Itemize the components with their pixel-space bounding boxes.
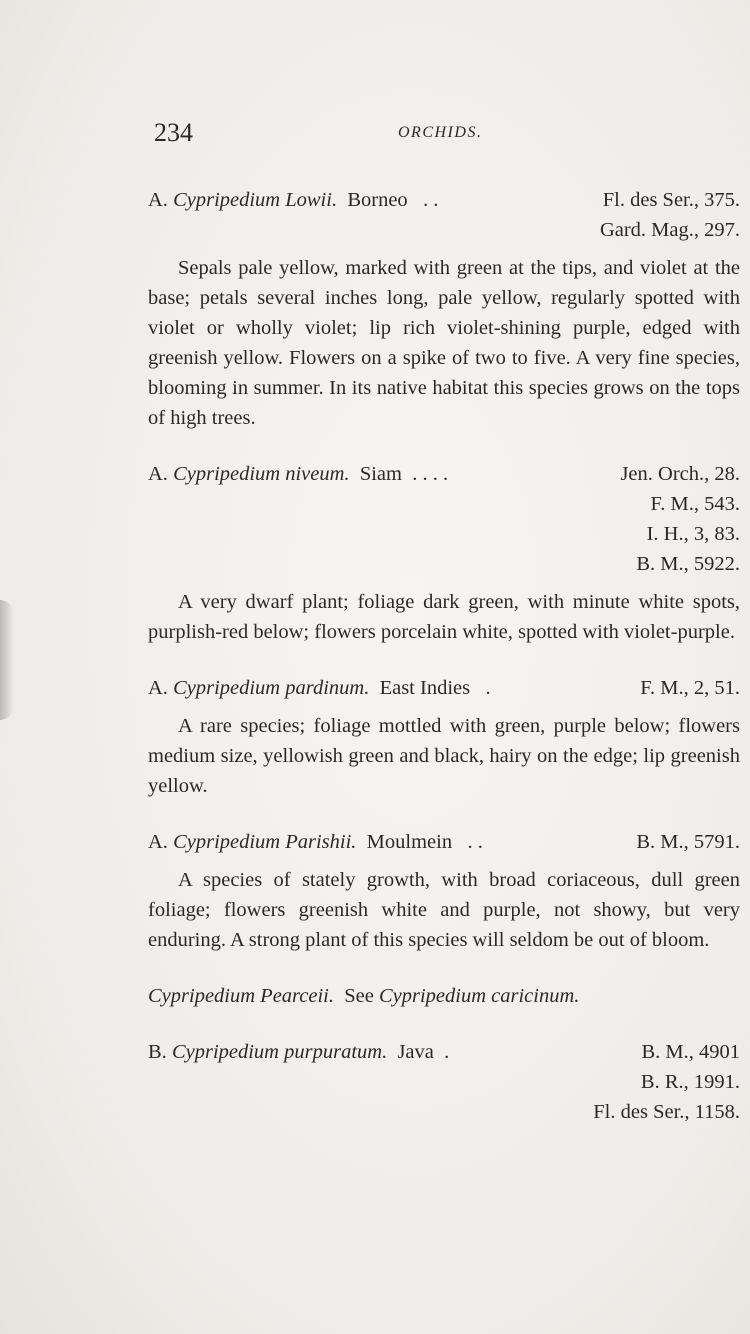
locality: Siam: [359, 463, 402, 485]
see-target: Cypripedium caricinum.: [378, 985, 580, 1007]
references-continued: [148, 1067, 740, 1127]
species-entry-pardinum: [148, 673, 740, 801]
references: [640, 673, 740, 703]
entry-name: [148, 827, 483, 857]
running-head: ORCHIDS.: [398, 124, 483, 141]
reference: B. M., 5922.: [636, 553, 740, 575]
species-entry-niveum: [148, 459, 740, 647]
entry-heading: [148, 827, 740, 857]
page-number: 234: [154, 118, 193, 147]
species-name: Cypripedium pardinum.: [173, 677, 370, 699]
locality: Moulmein: [366, 831, 453, 853]
leader-dots: .: [485, 677, 491, 699]
entry-heading: [148, 185, 740, 215]
cross-reference: [148, 981, 740, 1011]
species-description: A species of stately growth, with broad coriaceous, dull green foliage; flowers greenish white and purple, not showy, but very enduring. A strong plant of this species will seldom be out of bloom.: [148, 869, 740, 951]
grade: A.: [148, 677, 168, 699]
species-entry-purpuratum: [148, 1037, 740, 1127]
see-text: See: [344, 985, 374, 1007]
entry-name: [148, 673, 491, 703]
reference: I. H., 3, 83.: [646, 523, 740, 545]
species-name: Cypripedium purpuratum.: [171, 1041, 388, 1063]
reference: Fl. des Ser., 375.: [602, 189, 740, 211]
grade: A.: [148, 831, 168, 853]
reference: B. M., 4901: [641, 1041, 740, 1063]
reference: F. M., 2, 51.: [640, 677, 740, 699]
references: [636, 827, 740, 857]
grade: A.: [148, 463, 168, 485]
species-name: Cypripedium Pearceii.: [148, 985, 334, 1007]
reference: Gard. Mag., 297.: [599, 219, 740, 241]
leader-dots: . .: [423, 189, 439, 211]
species-entry-lowii: [148, 185, 740, 433]
page-header: [150, 118, 740, 152]
species-description: Sepals pale yellow, marked with green at the tips, and violet at the base; petals several inches long, pale yellow, regularly spotted with violet or wholly violet; lip rich violet-shining purple, edged with greenish yellow. Flowers on a spike of two to five. A very fine species, blooming in summer. In its native habitat this species grows on the tops of high trees.: [148, 257, 740, 429]
entry-heading: [148, 459, 740, 489]
locality: Java: [397, 1041, 434, 1063]
references: [620, 459, 740, 489]
species-description: A very dwarf plant; foliage dark green, with minute white spots, purplish-red below; flowers porcelain white, spotted with violet-purple.: [148, 591, 740, 643]
entry-name: [148, 185, 438, 215]
species-name: Cypripedium niveum.: [173, 463, 350, 485]
entry-name: [148, 459, 448, 489]
reference: B. R., 1991.: [640, 1071, 740, 1093]
species-name: Cypripedium Lowii.: [173, 189, 338, 211]
reference: Fl. des Ser., 1158.: [593, 1101, 740, 1123]
references-continued: [148, 215, 740, 245]
leader-dots: .: [444, 1041, 450, 1063]
grade: A.: [148, 189, 168, 211]
entry-heading: [148, 673, 740, 703]
locality: Borneo: [347, 189, 408, 211]
species-description: A rare species; foliage mottled with green, purple below; flowers medium size, yellowish green and black, hairy on the edge; lip greenish yellow.: [148, 715, 740, 797]
species-entry-parishii: [148, 827, 740, 955]
reference: Jen. Orch., 28.: [620, 463, 740, 485]
page-content: [148, 185, 740, 1127]
leader-dots: . . . .: [412, 463, 449, 485]
references: [603, 185, 740, 215]
grade: B.: [148, 1041, 167, 1063]
locality: East Indies: [379, 677, 471, 699]
species-name: Cypripedium Parishii.: [173, 831, 357, 853]
binding-shadow: [0, 600, 14, 720]
entry-name: [148, 1037, 449, 1067]
reference: B. M., 5791.: [636, 831, 740, 853]
references-continued: [148, 489, 740, 579]
entry-heading: [148, 1037, 740, 1067]
leader-dots: . .: [467, 831, 483, 853]
references: [641, 1037, 740, 1067]
reference: F. M., 543.: [650, 493, 740, 515]
